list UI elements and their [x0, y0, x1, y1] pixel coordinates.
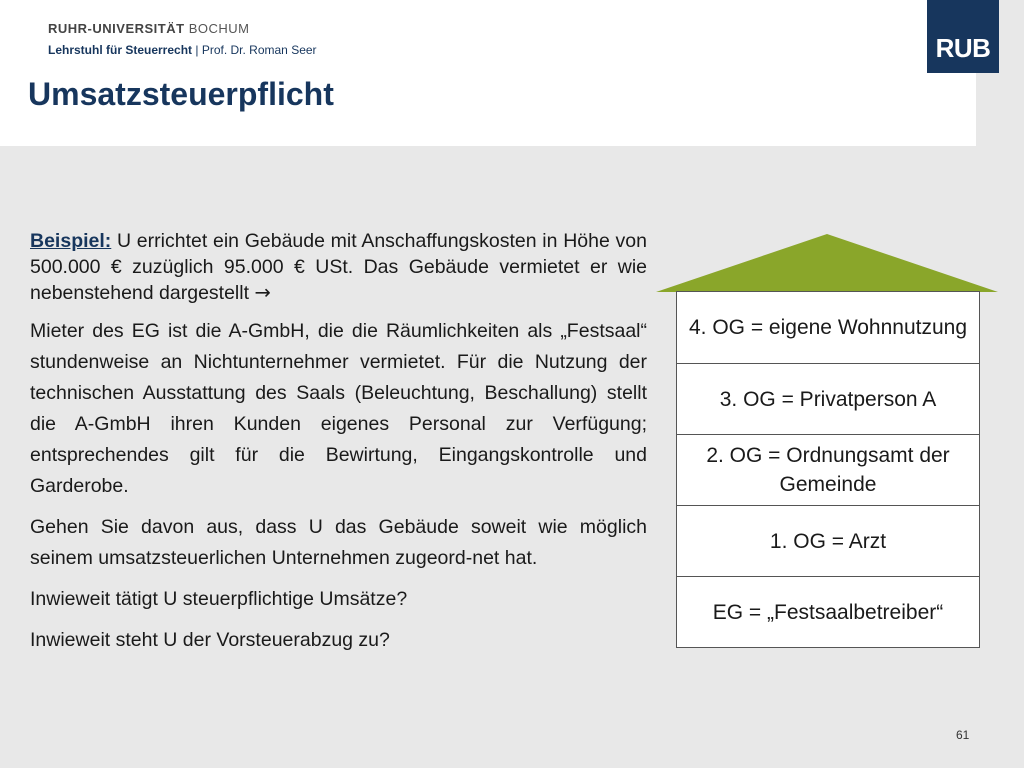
building-diagram	[676, 291, 980, 648]
example-intro: U errichtet ein Gebäude mit Anschaffungskosten in Höhe von 500.000 € zuzüglich 95.000 € USt. Das Gebäude vermietet er wie nebenstehend dargestellt	[30, 230, 647, 304]
question-input-tax: Inwieweit steht U der Vorsteuerabzug zu?	[30, 629, 390, 651]
example-text	[30, 228, 647, 656]
rub-logo-text: RUB	[935, 33, 991, 63]
floor-eg: EG = „Festsaalbetreiber“	[677, 576, 979, 647]
arrow-right-icon: →	[254, 281, 271, 304]
assumption-paragraph: Gehen Sie davon aus, dass U das Gebäude soweit wie möglich seinem umsatzsteuerlichen Unternehmen zugeord-net hat.	[30, 516, 647, 569]
floor-3og: 3. OG = Privatperson A	[677, 363, 979, 434]
university-name	[48, 21, 249, 36]
slide-title: Umsatzsteuerpflicht	[28, 76, 334, 112]
question-taxable-sales: Inwieweit tätigt U steuerpflichtige Umsätze?	[30, 588, 408, 610]
chair-line	[48, 43, 317, 57]
example-label: Beispiel:	[30, 230, 112, 252]
tenant-description-paragraph: Mieter des EG ist die A-GmbH, die die Räumlichkeiten als „Festsaal“ stundenweise an Nichtunternehmer vermietet. Für die Nutzung der technischen Ausstattung des Saals (Beleuchtung, Beschallung) stellt die A-GmbH ihren Kunden eigenes Personal zur Verfügung; entsprechendes gilt für die Bewirtung, Eingangskontrolle und Garderobe.	[30, 320, 647, 497]
floor-2og: 2. OG = Ordnungsamt der Gemeinde	[677, 434, 979, 505]
example-intro-paragraph	[30, 228, 647, 306]
page-number: 61	[956, 728, 970, 742]
university-name-bold: RUHR-UNIVERSITÄT	[48, 21, 185, 36]
slide-header	[0, 0, 976, 146]
floor-1og: 1. OG = Arzt	[677, 505, 979, 576]
rub-logo	[927, 0, 999, 73]
chair-name: Lehrstuhl für Steuerrecht	[48, 43, 193, 57]
chair-professor: | Prof. Dr. Roman Seer	[195, 43, 317, 57]
floor-4og: 4. OG = eigene Wohnnutzung	[688, 316, 968, 339]
university-name-regular: BOCHUM	[188, 21, 250, 36]
building-roof	[656, 234, 998, 292]
